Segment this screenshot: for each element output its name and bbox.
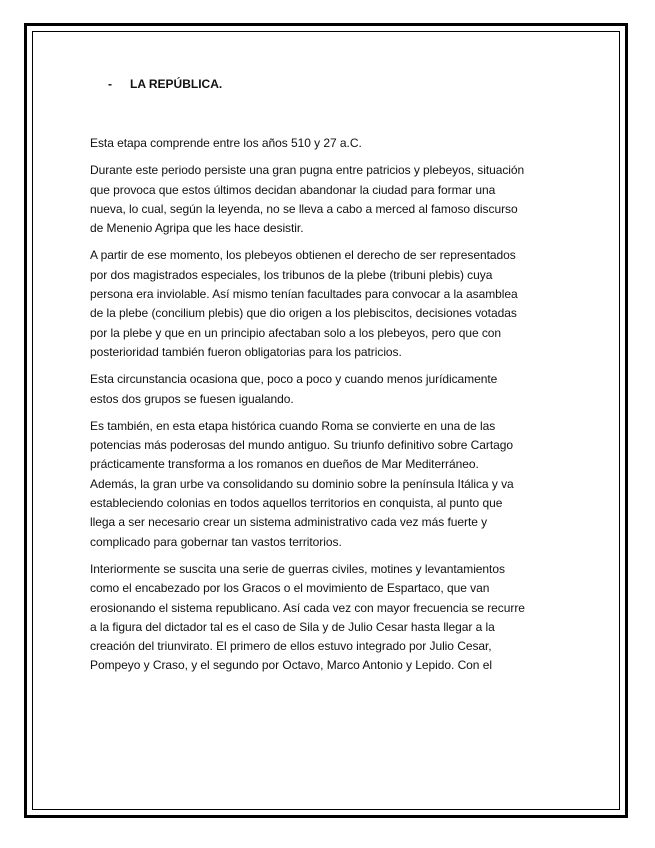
paragraph-line: como el encabezado por los Gracos o el movimiento de Espartaco, que van (90, 581, 490, 596)
paragraph (90, 417, 590, 552)
paragraph (90, 246, 590, 362)
paragraph-line: estableciendo colonias en todos aquellos territorios en conquista, al punto que (90, 496, 503, 511)
paragraph-line: Esta circunstancia ocasiona que, poco a poco y cuando menos jurídicamente (90, 372, 498, 387)
paragraph-line: A partir de ese momento, los plebeyos obtienen el derecho de ser representados (90, 248, 516, 263)
paragraph-line: Es también, en esta etapa histórica cuando Roma se convierte en una de las (90, 418, 496, 433)
paragraph-line: Además, la gran urbe va consolidando su dominio sobre la península Itálica y va (90, 476, 514, 491)
paragraph-line: por dos magistrados especiales, los tribunos de la plebe (tribuni plebis) cuya (90, 267, 493, 282)
paragraph-line: estos dos grupos se fuesen igualando. (90, 391, 294, 406)
paragraph (90, 370, 590, 409)
paragraph-line: nueva, lo cual, según la leyenda, no se lleva a cabo a merced al famoso discurso (90, 201, 518, 216)
paragraph-line: de Menenio Agripa que les hace desistir. (90, 221, 304, 236)
paragraph-line: Pompeyo y Craso, y el segundo por Octavo, Marco Antonio y Lepido. Con el (90, 658, 492, 673)
paragraph-line: llega a ser necesario crear un sistema administrativo cada vez más fuerte y (90, 515, 488, 530)
paragraph-line: que provoca que estos últimos decidan abandonar la ciudad para formar una (90, 182, 496, 197)
paragraph (90, 161, 590, 238)
paragraph-line: de la plebe (concilium plebis) que dio origen a los plebiscitos, decisiones votadas (90, 306, 517, 321)
heading-bullet: - (108, 77, 112, 91)
document-body (90, 72, 590, 684)
paragraph-line: a la figura del dictador tal es el caso de Sila y de Julio Cesar hasta llegar a la (90, 619, 495, 634)
paragraph-line: Durante este periodo persiste una gran pugna entre patricios y plebeyos, situación (90, 163, 525, 178)
paragraph (90, 134, 590, 153)
paragraph-line: complicado para gobernar tan vastos territorios. (90, 534, 342, 549)
section-heading (108, 72, 590, 96)
paragraph-line: creación del triunvirato. El primero de ellos estuvo integrado por Julio Cesar, (90, 639, 492, 654)
paragraph-line: prácticamente transforma a los romanos en dueños de Mar Mediterráneo. (90, 457, 479, 472)
heading-title: LA REPÚBLICA. (130, 77, 223, 91)
paragraph-line: erosionando el sistema republicano. Así cada vez con mayor frecuencia se recurre (90, 600, 525, 615)
paragraph-line: posterioridad también fueron obligatorias para los patricios. (90, 344, 402, 359)
paragraph-line: persona era inviolable. Así mismo tenían facultades para convocar a la asamblea (90, 287, 518, 302)
paragraph-line: Esta etapa comprende entre los años 510 y 27 a.C. (90, 136, 362, 150)
paragraph-list (90, 134, 590, 676)
paragraph-line: potencias más poderosas del mundo antiguo. Su triunfo definitivo sobre Cartago (90, 438, 514, 453)
paragraph-line: por la plebe y que en un principio afectaban solo a los plebeyos, pero que con (90, 325, 502, 340)
paragraph-line: Interiormente se suscita una serie de guerras civiles, motines y levantamientos (90, 561, 505, 576)
paragraph (90, 560, 590, 676)
